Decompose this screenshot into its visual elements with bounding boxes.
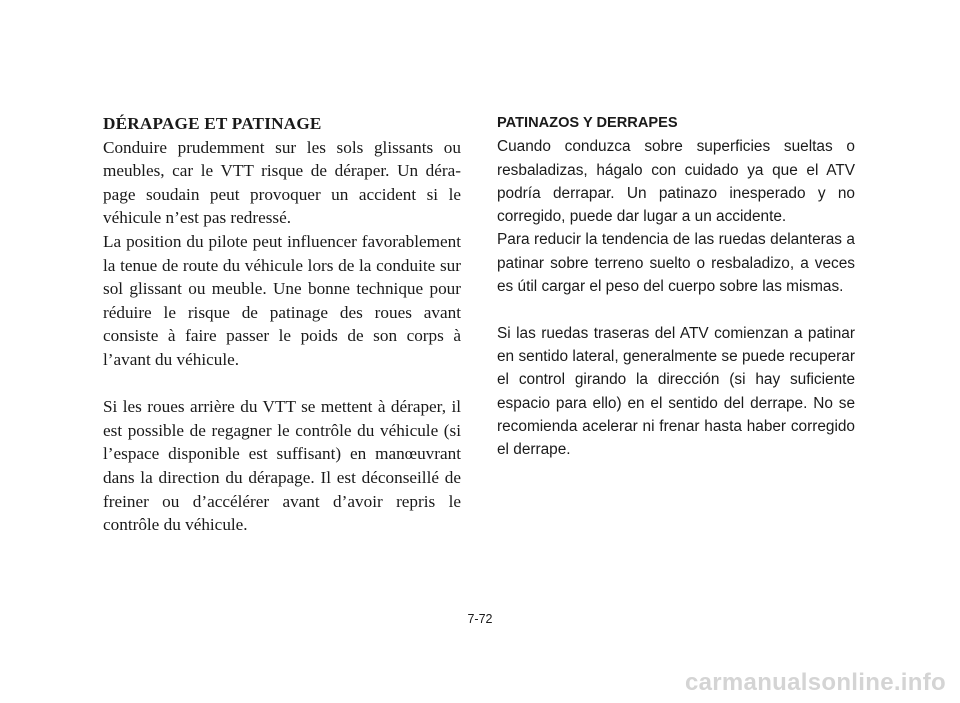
french-heading: DÉRAPAGE ET PATINAGE xyxy=(103,114,322,133)
french-column xyxy=(103,112,461,537)
french-paragraph: Conduire prudemment sur les sols glissants ou meubles, car le VTT risque de déraper. Un dérapage soudain peut provoquer un accident si le véhicule n’est pas redressé. xyxy=(103,137,461,228)
french-paragraph: Si les roues arrière du VTT se mettent à déraper, il est possible de regagner le contrôle du véhicule (si l’espace disponible est suffisant) en manœuvrant dans la direction du dérapage. Il est déconseillé de freiner ou d’accélérer avant d’avoir repris le contrôle du véhicule. xyxy=(103,397,461,535)
spanish-heading: PATINAZOS Y DERRAPES xyxy=(497,115,678,131)
french-paragraph: La position du pilote peut influencer favorablement la tenue de route du véhicule lors de la conduite sur sol glissant ou meuble. Une bonne technique pour réduire le risque de patinage des roues avant consiste à faire passer le poids de son corps à l’avant du véhicule. xyxy=(103,231,461,369)
page-number: 7-72 xyxy=(467,612,493,626)
paragraph-spacer xyxy=(103,372,461,396)
watermark: carmanualsonline.info xyxy=(684,669,946,696)
spanish-paragraph: Si las ruedas traseras del ATV comienzan a patinar en sentido lateral, generalmente se puede recuperar el control girando la dirección (si hay suficiente espacio para ello) en el sentido del derrape. No se recomienda acelerar ni frenar hasta haber corregido el derrape. xyxy=(497,324,855,459)
spanish-paragraph: Para reducir la tendencia de las ruedas delanteras a patinar sobre terreno suelto o resbaladizo, a veces es útil cargar el peso del cuerpo sobre las mismas. xyxy=(497,231,855,296)
paragraph-spacer xyxy=(497,298,855,321)
spanish-column xyxy=(497,112,855,461)
spanish-paragraph: Cuando conduzca sobre superficies sueltas o resbaladizas, hágalo con cuidado ya que el ATV podría derrapar. Un patinazo inesperado y no corregido, puede dar lugar a un accidente. xyxy=(497,138,855,226)
